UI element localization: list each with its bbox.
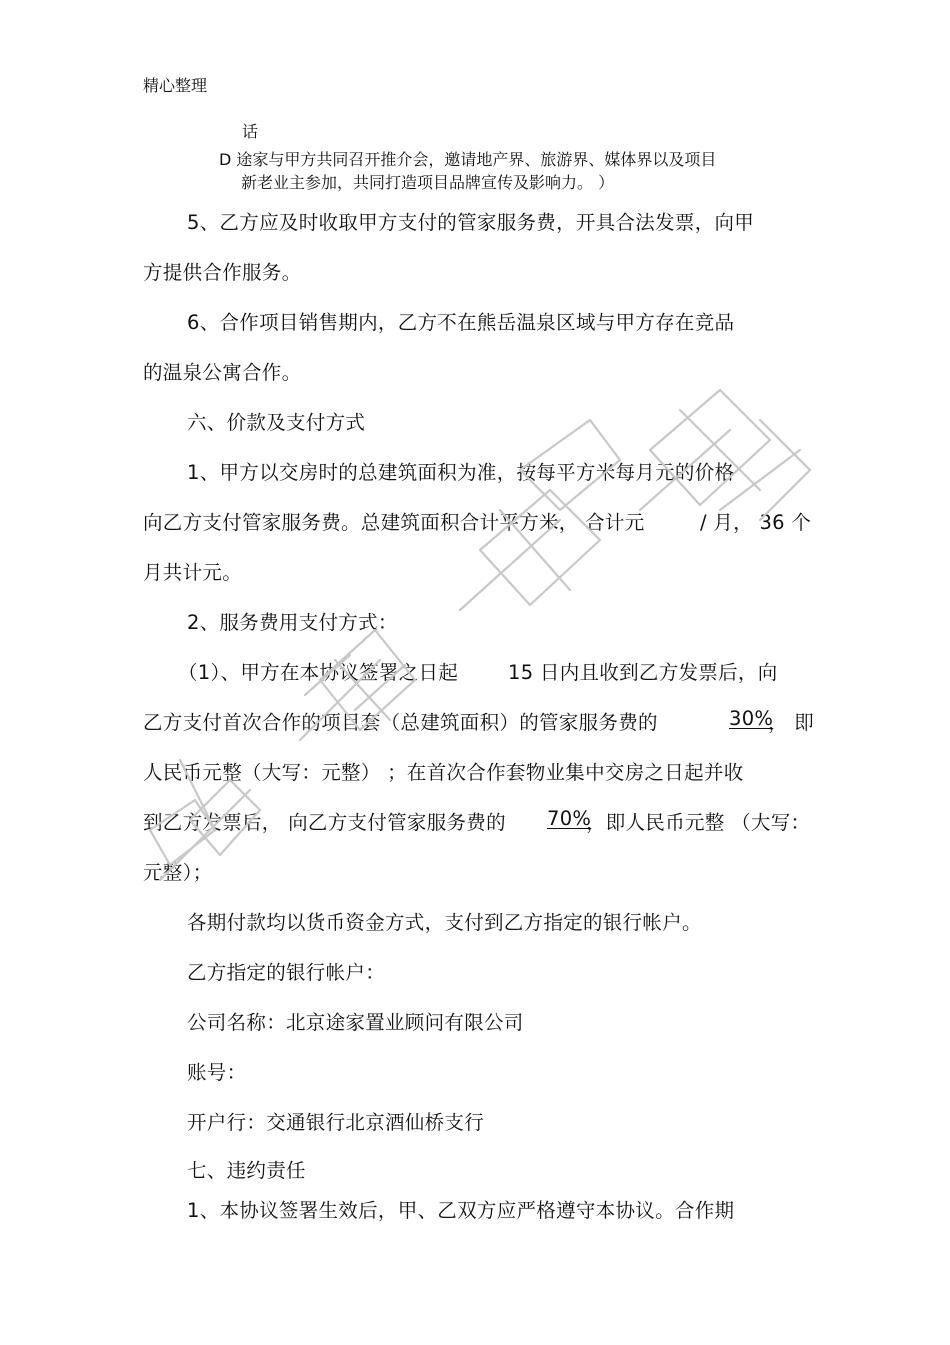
fragment-line-3: 新老业主参加，共同打造项目品牌宣传及影响力。 ） — [241, 173, 615, 192]
payment-sub-1-line-5: 元整）； — [143, 861, 213, 884]
fragment-line-2: D 途家与甲方共同召开推介会，邀请地产界、旅游界、媒体界以及项目 — [219, 150, 717, 169]
payment-sub-1-line-2a: 乙方支付首次合作的项目套（总建筑面积）的管家服务费的 — [143, 711, 658, 734]
clause-5-line-1: 5、乙方应及时收取甲方支付的管家服务费，开具合法发票，向甲 — [187, 211, 755, 234]
payment-sub-1-line-4b: ，即人民币元整 （大写： — [586, 811, 811, 834]
page-header: 精心整理 — [143, 76, 208, 95]
section-6-item-1-line-3: 月共计元。 — [143, 561, 243, 584]
clause-6-line-1: 6、合作项目销售期内，乙方不在熊岳温泉区域与甲方存在竞品 — [187, 311, 735, 334]
section-6-item-2-title: 2、服务费用支付方式： — [187, 611, 398, 634]
bank-account-title: 乙方指定的银行帐户： — [187, 961, 386, 984]
section-6-title: 六、价款及支付方式 — [187, 411, 366, 434]
payment-sub-1-line-1b: 15 日内且收到乙方发票后，向 — [508, 661, 778, 684]
first-payment-percent: 30% — [729, 707, 774, 730]
watermark — [120, 360, 840, 920]
clause-5-line-2: 方提供合作服务。 — [143, 261, 302, 284]
clause-6-line-2: 的温泉公寓合作。 — [143, 361, 302, 384]
section-7-item-1: 1、本协议签署生效后，甲、乙双方应严格遵守本协议。合作期 — [187, 1199, 735, 1222]
payment-note: 各期付款均以货币资金方式，支付到乙方指定的银行帐户。 — [187, 911, 702, 934]
payment-sub-1-line-4a: 到乙方发票后， 向乙方支付管家服务费的 — [143, 811, 506, 834]
payment-sub-1-line-3: 人民币元整（大写：元整） ；在首次合作套物业集中交房之日起并收 — [143, 761, 744, 784]
bank-branch: 开户行：交通银行北京酒仙桥支行 — [187, 1111, 485, 1134]
section-6-item-1-line-2-end: / 月， 36 个 — [700, 511, 812, 534]
account-number: 账号： — [187, 1061, 247, 1084]
fragment-line-1: 话 — [242, 122, 259, 141]
section-6-item-1-line-1: 1、甲方以交房时的总建筑面积为准，按每平方米每月元的价格 — [187, 461, 735, 484]
section-6-item-1-line-2: 向乙方支付管家服务费。总建筑面积合计平方米， 合计元 — [143, 511, 645, 534]
section-7-title: 七、违约责任 — [187, 1159, 306, 1182]
company-name: 公司名称：北京途家置业顾问有限公司 — [187, 1011, 524, 1034]
second-payment-percent: 70% — [547, 807, 592, 830]
payment-sub-1-line-2b: ， 即 — [768, 711, 815, 734]
payment-sub-1-line-1a: （1）、甲方在本协议签署之日起 — [178, 661, 459, 684]
